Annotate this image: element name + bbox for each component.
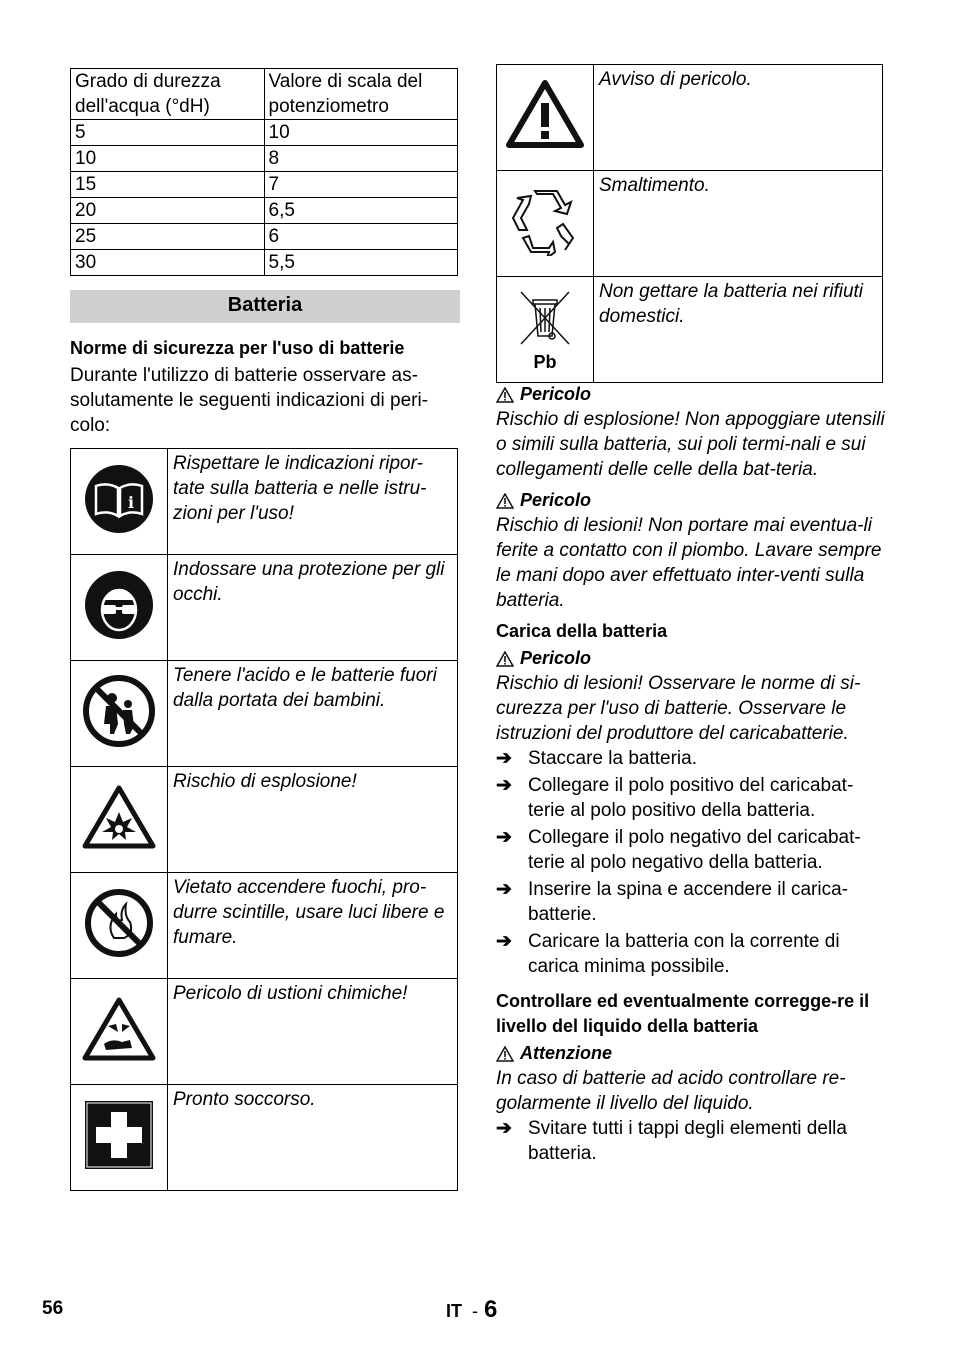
crossed-bin-icon	[497, 277, 594, 383]
table-cell: 20	[71, 198, 265, 224]
symbol-row	[497, 277, 883, 383]
section-title: Batteria	[70, 290, 460, 323]
step-text: Collegare il polo positivo del caricabat-terie al polo positivo della batteria.	[528, 775, 854, 821]
warning-icon	[496, 1046, 514, 1062]
table-cell: 6	[264, 224, 458, 250]
symbol-text: Indossare una protezione per gli occhi.	[168, 555, 458, 661]
arrow-icon: ➔	[496, 879, 512, 900]
svg-text:i: i	[127, 492, 135, 512]
step-text: Svitare tutti i tappi degli elementi della batteria.	[528, 1118, 847, 1164]
warning-icon	[496, 387, 514, 403]
step-text: Inserire la spina e accendere il carica-batterie.	[528, 879, 848, 925]
chemical-burn-icon	[71, 979, 168, 1085]
table-header-row	[71, 69, 458, 120]
warning-heading	[496, 648, 886, 669]
list-item	[496, 825, 886, 875]
page-dash: -	[472, 1301, 478, 1321]
warning-icon	[496, 493, 514, 509]
warning-heading	[496, 384, 886, 405]
warning-label: Pericolo	[520, 648, 592, 668]
charging-heading: Carica della batteria	[496, 621, 668, 641]
step-text: Staccare la batteria.	[528, 748, 697, 769]
table-cell: 6,5	[264, 198, 458, 224]
symbol-row	[71, 555, 458, 661]
symbol-text: Vietato accendere fuochi, pro-durre scintille, usare luci libere e fumare.	[168, 873, 458, 979]
step-text: Caricare la batteria con la corrente di carica minima possibile.	[528, 931, 840, 977]
eye-protection-icon	[71, 555, 168, 661]
no-open-flame-icon	[71, 873, 168, 979]
table-row	[71, 146, 458, 172]
first-aid-icon	[71, 1085, 168, 1191]
symbol-text: Rischio di esplosione!	[168, 767, 458, 873]
table-header-cell: Grado di durezza dell'acqua (°dH)	[71, 69, 265, 120]
safety-symbols-table	[70, 448, 458, 1191]
symbol-row	[71, 873, 458, 979]
symbol-text: Avviso di pericolo.	[594, 65, 883, 171]
caution-heading	[496, 1043, 886, 1064]
warning-text: Rischio di esplosione! Non appoggiare utensili o simili sulla batteria, sui poli termi-nali e sui collegamenti delle celle della bat-teria.	[496, 409, 885, 480]
right-column	[496, 384, 886, 1166]
safety-heading: Norme di sicurezza per l'uso di batterie	[70, 338, 405, 358]
warning-heading	[496, 490, 886, 511]
warning-label: Pericolo	[520, 490, 592, 510]
list-item	[496, 746, 886, 771]
arrow-icon: ➔	[496, 827, 512, 848]
symbol-row	[497, 171, 883, 277]
symbol-row	[71, 661, 458, 767]
warning-icon	[496, 651, 514, 667]
table-cell: 7	[264, 172, 458, 198]
warning-triangle-icon	[497, 65, 594, 171]
table-cell: 10	[264, 120, 458, 146]
table-cell: 15	[71, 172, 265, 198]
table-cell: 8	[264, 146, 458, 172]
symbol-row	[71, 449, 458, 555]
warning-text: Rischio di lesioni! Non portare mai eventua-li ferite a contatto con il piombo. Lavare sempre le mani dopo aver effettuato inter-venti sulla batteria.	[496, 515, 882, 611]
arrow-icon: ➔	[496, 748, 512, 769]
safety-intro: Durante l'utilizzo di batterie osservare as-solutamente le seguenti indicazioni di peri-colo:	[70, 365, 429, 436]
symbol-row	[71, 1085, 458, 1191]
read-manual-icon	[71, 449, 168, 555]
table-cell: 5,5	[264, 250, 458, 276]
table-cell: 10	[71, 146, 265, 172]
list-item	[496, 773, 886, 823]
table-header-cell: Valore di scala del potenziometro	[264, 69, 458, 120]
pb-label: Pb	[533, 352, 557, 372]
level-heading: Controllare ed eventualmente corregge-re il livello del liquido della batteria	[496, 991, 870, 1036]
symbol-text: Pericolo di ustioni chimiche!	[168, 979, 458, 1085]
table-row	[71, 198, 458, 224]
charging-steps	[496, 746, 886, 979]
language-code: IT	[446, 1301, 462, 1321]
list-item	[496, 929, 886, 979]
symbol-row	[71, 767, 458, 873]
caution-label: Attenzione	[520, 1043, 612, 1063]
list-item	[496, 877, 886, 927]
symbol-text: Non gettare la batteria nei rifiuti domestici.	[594, 277, 883, 383]
symbol-text: Pronto soccorso.	[168, 1085, 458, 1191]
table-row	[71, 120, 458, 146]
table-row	[71, 250, 458, 276]
step-text: Collegare il polo negativo del caricabat-terie al polo negativo della batteria.	[528, 827, 861, 873]
caution-text: In caso di batterie ad acido controllare re-golarmente il livello del liquido.	[496, 1068, 846, 1114]
recycling-icon	[497, 171, 594, 277]
explosion-hazard-icon	[71, 767, 168, 873]
table-row	[71, 172, 458, 198]
table-row	[71, 224, 458, 250]
symbol-text: Rispettare le indicazioni ripor-tate sulla batteria e nelle istru-zioni per l'uso!	[168, 449, 458, 555]
table-cell: 5	[71, 120, 265, 146]
section-page-number: 6	[484, 1296, 498, 1323]
symbol-row	[497, 65, 883, 171]
page-number: 56	[42, 1298, 64, 1319]
symbol-text: Tenere l'acido e le batterie fuori dalla portata dei bambini.	[168, 661, 458, 767]
hardness-table	[70, 68, 458, 276]
list-item	[496, 1116, 886, 1166]
table-cell: 25	[71, 224, 265, 250]
symbol-text: Smaltimento.	[594, 171, 883, 277]
section-page-marker	[446, 1296, 497, 1324]
table-cell: 30	[71, 250, 265, 276]
disposal-symbols-table	[496, 64, 883, 383]
keep-away-from-children-icon	[71, 661, 168, 767]
warning-text: Rischio di lesioni! Osservare le norme di si-curezza per l'uso di batterie. Osservare le istruzioni del produttore del caricabatterie.	[496, 673, 861, 744]
arrow-icon: ➔	[496, 931, 512, 952]
arrow-icon: ➔	[496, 1118, 512, 1139]
arrow-icon: ➔	[496, 775, 512, 796]
symbol-row	[71, 979, 458, 1085]
warning-label: Pericolo	[520, 384, 592, 404]
